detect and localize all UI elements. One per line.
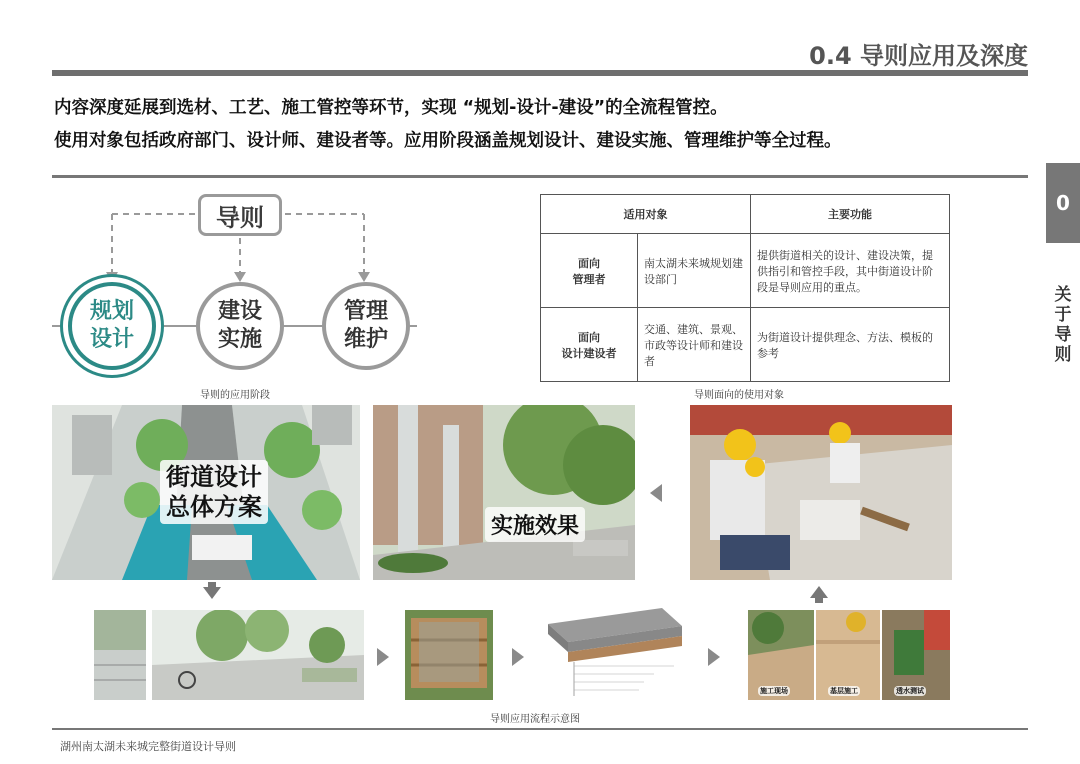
table-row (541, 308, 950, 382)
stage-construction (196, 282, 284, 370)
intro-line-1: 内容深度延展到选材、工艺、施工管控等环节，实现 “规划-设计-建设”的全流程管控。 (54, 98, 728, 118)
header-rule (52, 70, 1028, 76)
streetscape-render (152, 610, 364, 700)
site-label: 透水测试 (896, 687, 924, 695)
table-header: 适用对象 (541, 195, 751, 234)
users-caption: 导则面向的使用对象 (694, 390, 784, 401)
page-title: 0.4 导则应用及深度 (809, 42, 1028, 70)
chapter-label: 关于导则 (1054, 285, 1072, 365)
stage-caption: 导则的应用阶段 (200, 390, 270, 401)
chapter-tab[interactable]: 0 (1046, 163, 1080, 243)
street-plan-image (52, 405, 360, 580)
users-table (540, 194, 950, 382)
streetscape-render-graphic (152, 610, 364, 700)
flow-caption: 导则应用流程示意图 (490, 714, 580, 725)
arrow-down-icon (203, 587, 221, 599)
stage-label: 建设 实施 (217, 299, 262, 352)
arrow-down-stem (208, 582, 216, 588)
effect-photo (373, 405, 635, 580)
site-label: 施工现场 (760, 687, 788, 695)
construction-photo-graphic (690, 405, 952, 580)
section-detail-image (94, 610, 146, 700)
site-photo-2 (816, 610, 880, 700)
material-photo (405, 610, 493, 700)
street-plan-label: 街道设计 总体方案 (160, 460, 268, 524)
table-cell: 交通、建筑、景观、市政等设计师和建设者 (638, 308, 751, 382)
table-header: 主要功能 (751, 195, 950, 234)
section-detail-graphic (94, 610, 146, 700)
site-photo-3 (882, 610, 950, 700)
table-cell: 提供街道相关的设计、建设决策，提供指引和管控手段，其中街道设计阶段是导则应用的重点。 (751, 234, 950, 308)
site-label: 基层施工 (830, 687, 858, 695)
table-header-row (541, 195, 950, 234)
stage-maintenance (322, 282, 410, 370)
site-photo-1 (748, 610, 814, 700)
material-photo-graphic (405, 610, 493, 700)
intro-line-2: 使用对象包括政府部门、设计师、建设者等。应用阶段涵盖规划设计、建设实施、管理维护等全过程。 (54, 131, 842, 151)
effect-photo-graphic (373, 405, 635, 580)
pavement-section-diagram (544, 606, 688, 702)
section-rule (52, 175, 1028, 178)
guide-node: 导则 (198, 194, 282, 236)
footer-text: 湖州南太湖未来城完整街道设计导则 (60, 740, 236, 753)
arrow-left-icon (650, 484, 662, 502)
pavement-layers-graphic (544, 606, 688, 702)
table-row (541, 234, 950, 308)
construction-photo (690, 405, 952, 580)
table-cell: 面向 管理者 (541, 234, 638, 308)
stage-label: 管理 维护 (343, 299, 388, 352)
arrow-right-icon (708, 648, 720, 666)
table-cell: 为街道设计提供理念、方法、模板的参考 (751, 308, 950, 382)
table-cell: 南太湖未来城规划建设部门 (638, 234, 751, 308)
table-cell: 面向 设计建设者 (541, 308, 638, 382)
effect-label: 实施效果 (485, 507, 585, 542)
footer-rule (52, 728, 1028, 730)
arrow-up-stem (815, 597, 823, 603)
arrow-right-icon (377, 648, 389, 666)
arrow-right-icon (512, 648, 524, 666)
stage-label: 规划 设计 (89, 299, 134, 352)
stage-planning-design (68, 282, 156, 370)
